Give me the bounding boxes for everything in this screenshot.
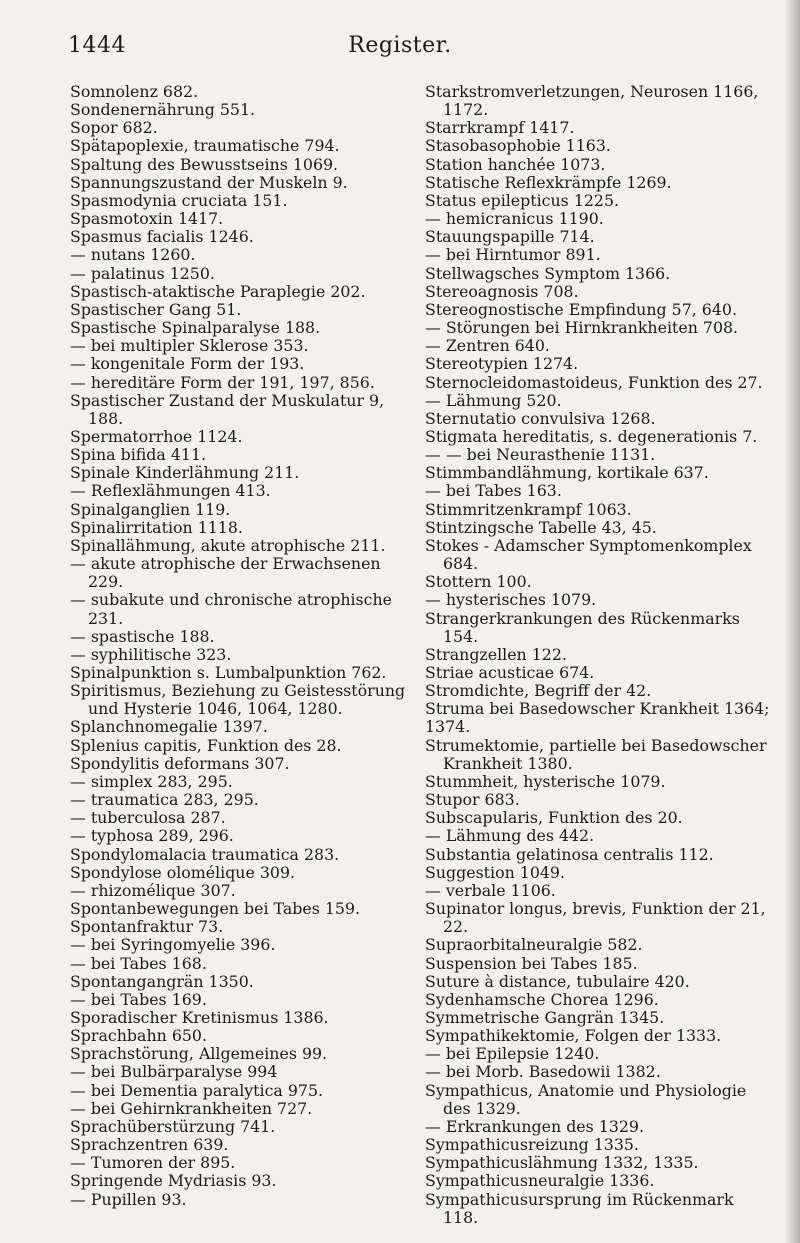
index-entry: Symmetrische Gangrän 1345. (425, 1007, 665, 1027)
index-entry: — akute atrophische der Erwachsenen 229. (70, 554, 381, 592)
index-entry: Spermatorrhoe 1124. (70, 426, 243, 446)
index-entry: Stereognostische Empfindung 57, 640. (425, 299, 737, 319)
index-entry: Striae acusticae 674. (425, 663, 595, 682)
index-entry: Spannungszustand der Muskeln 9. (70, 172, 348, 192)
index-entry: Spasmus facialis 1246. (70, 227, 254, 247)
index-entry: Spondylomalacia traumatica 283. (70, 844, 340, 864)
index-entry: — bei Morb. Basedowii 1382. (425, 1062, 661, 1082)
index-entry: Suture à distance, tubulaire 420. (425, 971, 690, 991)
index-entry: — Tumoren der 895. (70, 1153, 236, 1173)
index-entry: Somnolenz 682. (70, 82, 199, 101)
index-entry: Sympathicusneuralgie 1336. (425, 1171, 655, 1191)
index-entry: Splenius capitis, Funktion des 28. (70, 735, 342, 755)
index-entry: — verbale 1106. (425, 880, 556, 900)
index-entry: Spastische Spinalparalyse 188. (70, 318, 321, 338)
index-entry: Spinalpunktion s. Lumbalpunktion 762. (70, 663, 387, 682)
index-entry: — nutans 1260. (70, 245, 196, 265)
index-entry: — Reflexlähmungen 413. (70, 481, 271, 501)
index-entry: Spastisch-ataktische Paraplegie 202. (70, 281, 366, 301)
index-entry: Status epilepticus 1225. (425, 190, 620, 210)
index-entry: Station hanchée 1073. (425, 154, 606, 174)
index-entry: — hysterisches 1079. (425, 590, 597, 610)
index-entry: — bei Epilepsie 1240. (425, 1044, 600, 1064)
index-entry: Statische Reflexkrämpfe 1269. (425, 172, 672, 192)
index-entry: Suspension bei Tabes 185. (425, 953, 638, 973)
index-entry: Struma bei Basedowscher Krankheit 1364; (425, 699, 770, 719)
index-entry: Strangzellen 122. (425, 644, 567, 664)
index-entry: Sydenhamsche Chorea 1296. (425, 989, 659, 1009)
index-entry: Spina bifida 411. (70, 445, 207, 465)
index-column-left (70, 83, 410, 1209)
index-entry: Sprachzentren 639. (70, 1135, 229, 1155)
index-entry: — bei Tabes 163. (425, 481, 562, 501)
index-entry: Spasmotoxin 1417. (70, 209, 224, 229)
index-entry: Stereotypien 1274. (425, 354, 579, 374)
index-entry: Strumektomie, partielle bei Basedowscher Krankheit 1380. (425, 735, 767, 773)
index-entry: Sympathikektomie, Folgen der 1333. (425, 1026, 722, 1046)
index-entry: Sympathicuslähmung 1332, 1335. (425, 1153, 699, 1173)
index-entry: — Zentren 640. (425, 336, 550, 356)
index-entry: Spasmodynia cruciata 151. (70, 190, 288, 210)
index-entry: Stokes - Adamscher Symptomenkomplex 684. (425, 535, 752, 574)
index-entry: — syphilitische 323. (70, 644, 232, 664)
index-entry: Stasobasophobie 1163. (425, 136, 611, 156)
index-entry: Stummheit, hysterische 1079. (425, 771, 666, 791)
index-entry: — bei Tabes 168. (70, 953, 207, 973)
index-entry: — kongenitale Form der 193. (70, 354, 305, 374)
index-entry: — simplex 283, 295. (70, 771, 233, 791)
index-entry: Sympathicus, Anatomie und Physiologie des 1329. (425, 1080, 747, 1118)
index-entry: Supraorbitalneuralgie 582. (425, 935, 643, 955)
index-entry: Splanchnomegalie 1397. (70, 717, 268, 737)
running-head: Register. (348, 33, 452, 58)
index-entry: Starkstromverletzungen, Neurosen 1166, 1172. (425, 82, 759, 120)
page-number: 1444 (68, 33, 126, 58)
index-entry: Substantia gelatinosa centralis 112. (425, 844, 714, 864)
index-entry: — bei Gehirnkrankheiten 727. (70, 1098, 313, 1118)
index-entry: — palatinus 1250. (70, 263, 215, 283)
index-entry: Stauungspapille 714. (425, 227, 595, 247)
index-entry: — traumatica 283, 295. (70, 790, 259, 810)
index-entry: Spinale Kinderlähmung 211. (70, 463, 300, 483)
index-entry: Spaltung des Bewusstseins 1069. (70, 154, 339, 174)
index-entry: Suggestion 1049. (425, 862, 566, 882)
index-entry: — Lähmung des 442. (425, 826, 595, 846)
index-entry: Sympathicusreizung 1335. (425, 1135, 639, 1155)
index-entry: — Erkrankungen des 1329. (425, 1116, 645, 1136)
index-entry: — — bei Neurasthenie 1131. (425, 445, 656, 465)
index-column-right (425, 83, 770, 1227)
index-entry: Sprachstörung, Allgemeines 99. (70, 1044, 328, 1064)
index-entry: Spondylitis deformans 307. (70, 753, 290, 773)
index-entry: — bei Dementia paralytica 975. (70, 1080, 324, 1100)
index-entry: — bei multipler Sklerose 353. (70, 336, 309, 356)
index-entry: — rhizomélique 307. (70, 880, 236, 900)
index-entry: Spastischer Gang 51. (70, 299, 242, 319)
index-entry: Sympathicusursprung im Rückenmark 118. (425, 1189, 734, 1227)
index-entry: Stimmritzenkrampf 1063. (425, 499, 632, 519)
index-entry: — bei Syringomyelie 396. (70, 935, 276, 955)
index-entry: — subakute und chronische atrophische 231. (70, 590, 393, 628)
index-entry: — hemicranicus 1190. (425, 209, 604, 229)
index-entry: Stellwagsches Symptom 1366. (425, 263, 671, 283)
index-entry: Stupor 683. (425, 790, 520, 810)
index-entry: Spinalirritation 1118. (70, 517, 243, 537)
index-entry: Sondenernährung 551. (70, 100, 256, 120)
index-entry: Sopor 682. (70, 118, 158, 138)
index-entry: Stottern 100. (425, 572, 532, 592)
index-entry: Spiritismus, Beziehung zu Geistesstörung und Hysterie 1046, 1064, 1280. (70, 681, 406, 719)
page-edge-shadow (784, 0, 800, 1243)
index-entry: — hereditäre Form der 191, 197, 856. (70, 372, 375, 392)
index-entry: Sprachüberstürzung 741. (70, 1116, 276, 1136)
index-entry: Supinator longus, brevis, Funktion der 21, 22. (425, 899, 766, 937)
index-entry: Stigmata hereditatis, s. degenerationis 7. (425, 426, 758, 446)
index-entry: — bei Tabes 169. (70, 989, 207, 1009)
page-header (0, 0, 800, 70)
index-entry: — spastische 188. (70, 626, 215, 646)
index-entry: Sprachbahn 650. (70, 1026, 207, 1046)
index-entry: Springende Mydriasis 93. (70, 1171, 277, 1191)
index-entry: Spontangangrän 1350. (70, 971, 254, 991)
index-entry: — Pupillen 93. (70, 1189, 187, 1209)
index-entry: — bei Hirntumor 891. (425, 245, 601, 265)
index-entry: Stereoagnosis 708. (425, 281, 579, 301)
index-entry: Stimmbandlähmung, kortikale 637. (425, 463, 709, 483)
index-entry: 1374. (425, 717, 471, 737)
index-entry: Sternutatio convulsiva 1268. (425, 408, 656, 428)
index-entry: Spondylose olomélique 309. (70, 862, 296, 882)
index-entry: — tuberculosa 287. (70, 808, 226, 828)
index-entry: Starrkrampf 1417. (425, 118, 575, 138)
index-entry: — typhosa 289, 296. (70, 826, 234, 846)
index-entry: — Lähmung 520. (425, 390, 562, 410)
index-entry: Spontanfraktur 73. (70, 917, 224, 937)
index-entry: Stromdichte, Begriff der 42. (425, 681, 652, 701)
index-entry: Spätapoplexie, traumatische 794. (70, 136, 340, 156)
index-entry: Spinalganglien 119. (70, 499, 231, 519)
index-entry: — bei Bulbärparalyse 994 (70, 1062, 278, 1082)
index-entry: Spastischer Zustand der Muskulatur 9, 188. (70, 390, 385, 428)
index-entry: Stintzingsche Tabelle 43, 45. (425, 517, 657, 537)
index-entry: Sporadischer Kretinismus 1386. (70, 1007, 329, 1027)
index-entry: Sternocleidomastoideus, Funktion des 27. (425, 372, 763, 392)
index-entry: Spinallähmung, akute atrophische 211. (70, 535, 386, 555)
index-entry: Strangerkrankungen des Rückenmarks 154. (425, 608, 740, 646)
index-entry: Subscapularis, Funktion des 20. (425, 808, 683, 828)
index-entry: — Störungen bei Hirnkrankheiten 708. (425, 318, 739, 338)
index-entry: Spontanbewegungen bei Tabes 159. (70, 899, 361, 919)
